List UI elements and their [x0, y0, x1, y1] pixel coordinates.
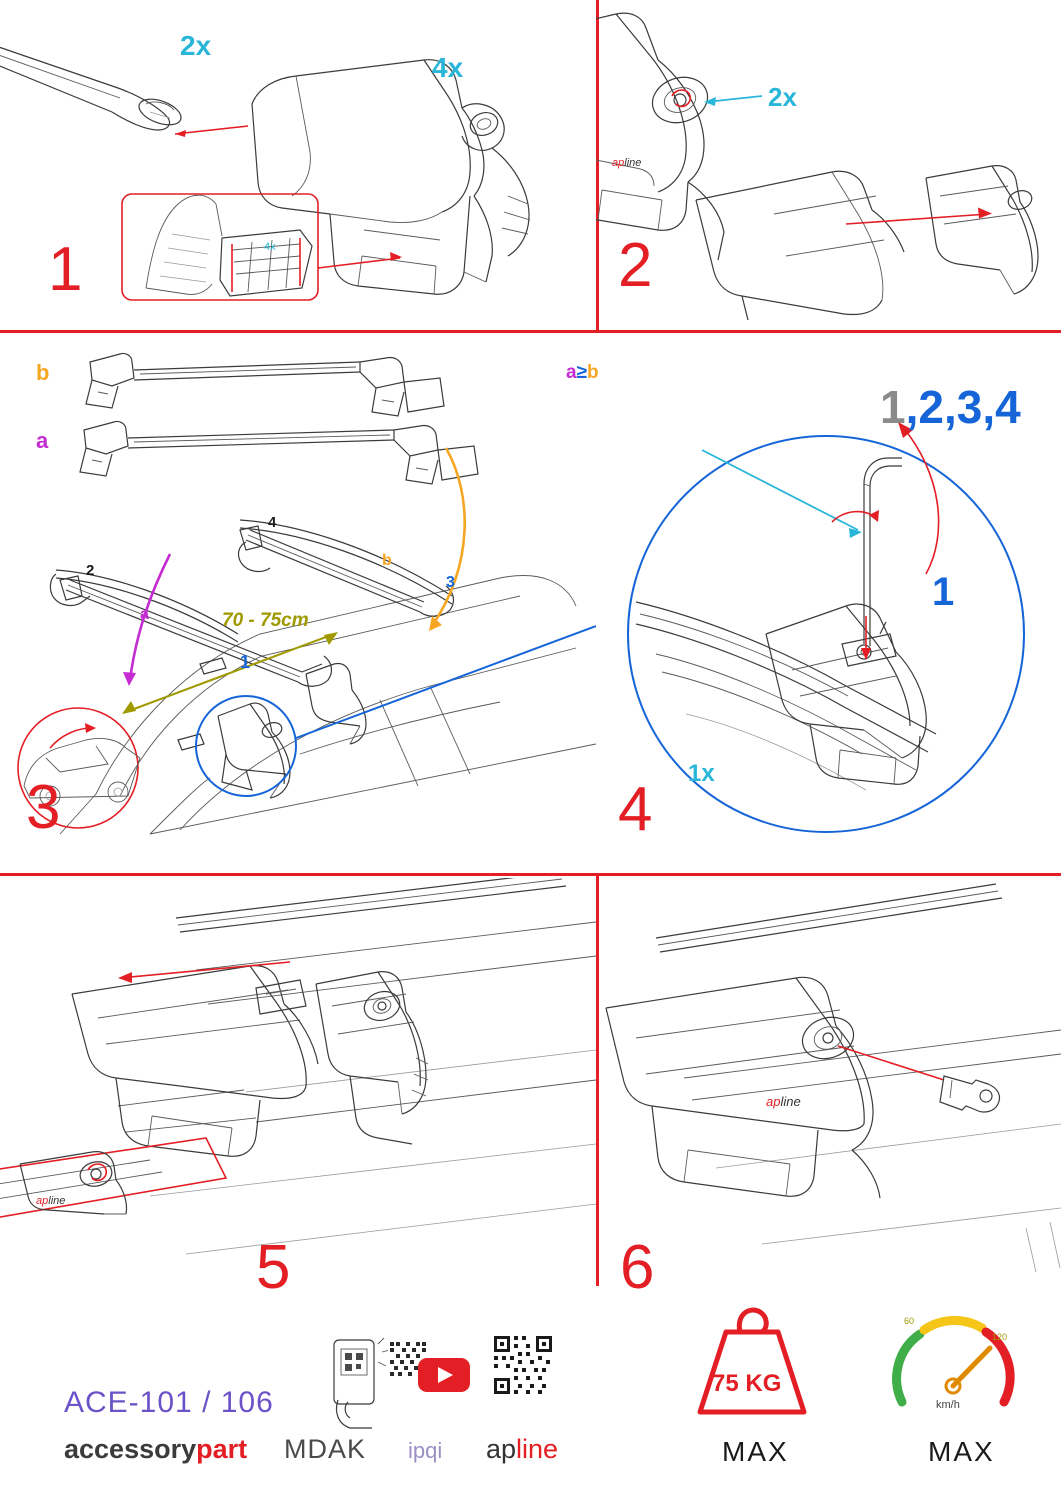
step-3-label-a: a: [36, 428, 49, 453]
brand-mdak: MDAK: [284, 1434, 367, 1464]
step-3-arrow-label-a: a: [140, 606, 149, 623]
step-3-label-b: b: [36, 360, 50, 385]
svg-text:apline: apline: [612, 157, 642, 169]
footer-panel: [0, 1288, 1061, 1500]
youtube-icon[interactable]: [416, 1354, 472, 1396]
brand-apline: apline: [486, 1434, 559, 1464]
step-6-illustration: [596, 878, 1061, 1288]
step-1-illustration: [0, 0, 596, 330]
weight-max-label: MAX: [722, 1436, 789, 1467]
step-1-foot-quantity: 4x: [432, 52, 464, 83]
svg-text:apline: apline: [766, 1094, 801, 1109]
step-6-number: 6: [620, 1233, 656, 1302]
step-2-number: 2: [618, 231, 654, 300]
step-5-illustration: [0, 878, 596, 1288]
svg-text:apline: apline: [36, 1195, 66, 1207]
step-4-number: 4: [618, 775, 654, 844]
step-2-lock-quantity: 2x: [768, 82, 797, 112]
step-3-condition: a≥b: [566, 362, 599, 383]
step-4-sequence: 1,2,3,4: [880, 381, 1021, 433]
speed-tick-high: 120: [992, 1332, 1008, 1342]
step-5-number: 5: [256, 1233, 292, 1302]
step-3-number: 3: [26, 773, 62, 842]
speed-max-label: MAX: [928, 1436, 995, 1467]
brand-accessorypart: accessorypart: [64, 1434, 248, 1464]
step-6-panel: [596, 878, 1061, 1302]
qr-code-icon-apline: [492, 1334, 554, 1396]
step-1-bar-quantity: 2x: [180, 30, 212, 61]
step-2-panel: [596, 0, 1061, 330]
step-3-panel: [0, 334, 596, 874]
step-3-distance-label: 70 - 75cm: [222, 610, 309, 631]
product-code: ACE-101 / 106: [64, 1386, 274, 1419]
speed-unit-label: km/h: [936, 1399, 960, 1411]
step-4-key-quantity: 1x: [688, 760, 715, 787]
section-divider-1: [0, 330, 1061, 333]
step-3-arrow-label-b: b: [382, 552, 392, 569]
step-2-illustration: [596, 0, 1061, 330]
step-1-number: 1: [48, 235, 84, 304]
step-1-inset-qty: 4x: [264, 241, 276, 253]
step-3-position-2: 2: [86, 562, 95, 579]
speed-limit-gauge-icon: [886, 1304, 1022, 1424]
brand-ipqi: ipqi: [408, 1438, 443, 1463]
step-3-position-3: 3: [446, 574, 455, 591]
step-1-panel: [0, 0, 596, 330]
weight-limit-value: 75 KG: [712, 1370, 782, 1397]
step-3-position-4: 4: [268, 514, 277, 531]
speed-tick-low: 60: [904, 1316, 915, 1326]
step-3-position-1: 1: [240, 652, 251, 672]
step-5-panel: [0, 878, 596, 1302]
phone-scan-icon: [318, 1336, 394, 1432]
step-3-illustration: [0, 334, 596, 874]
step-4-detail-number: 1: [932, 570, 955, 614]
weight-limit-icon: [692, 1302, 812, 1420]
step-4-panel: [596, 334, 1061, 874]
